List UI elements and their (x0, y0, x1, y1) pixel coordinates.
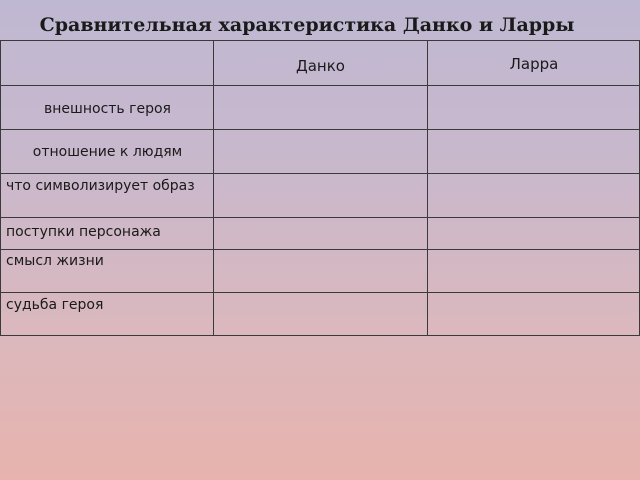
cell-danko-fate[interactable] (213, 292, 427, 336)
row-label-appearance: внешность героя (0, 85, 213, 129)
comparison-table (0, 40, 640, 336)
row-label-meaning-of-life: смысл жизни (0, 249, 213, 292)
row-label-attitude: отношение к людям (0, 129, 213, 173)
cell-danko-attitude[interactable] (213, 129, 427, 173)
column-header-danko: Данко (213, 40, 427, 85)
cell-larra-symbol[interactable] (427, 173, 640, 217)
header-corner-cell (0, 40, 213, 85)
row-label-actions: поступки персонажа (0, 217, 213, 249)
row-label-fate: судьба героя (0, 292, 213, 336)
row-label-symbol: что символизирует образ (0, 173, 213, 217)
cell-danko-appearance[interactable] (213, 85, 427, 129)
cell-larra-fate[interactable] (427, 292, 640, 336)
cell-larra-attitude[interactable] (427, 129, 640, 173)
column-header-larra: Ларра (427, 40, 640, 85)
slide-title: Сравнительная характеристика Данко и Ларры (39, 14, 575, 36)
cell-danko-meaning-of-life[interactable] (213, 249, 427, 292)
cell-larra-actions[interactable] (427, 217, 640, 249)
cell-danko-actions[interactable] (213, 217, 427, 249)
cell-larra-meaning-of-life[interactable] (427, 249, 640, 292)
cell-danko-symbol[interactable] (213, 173, 427, 217)
cell-larra-appearance[interactable] (427, 85, 640, 129)
